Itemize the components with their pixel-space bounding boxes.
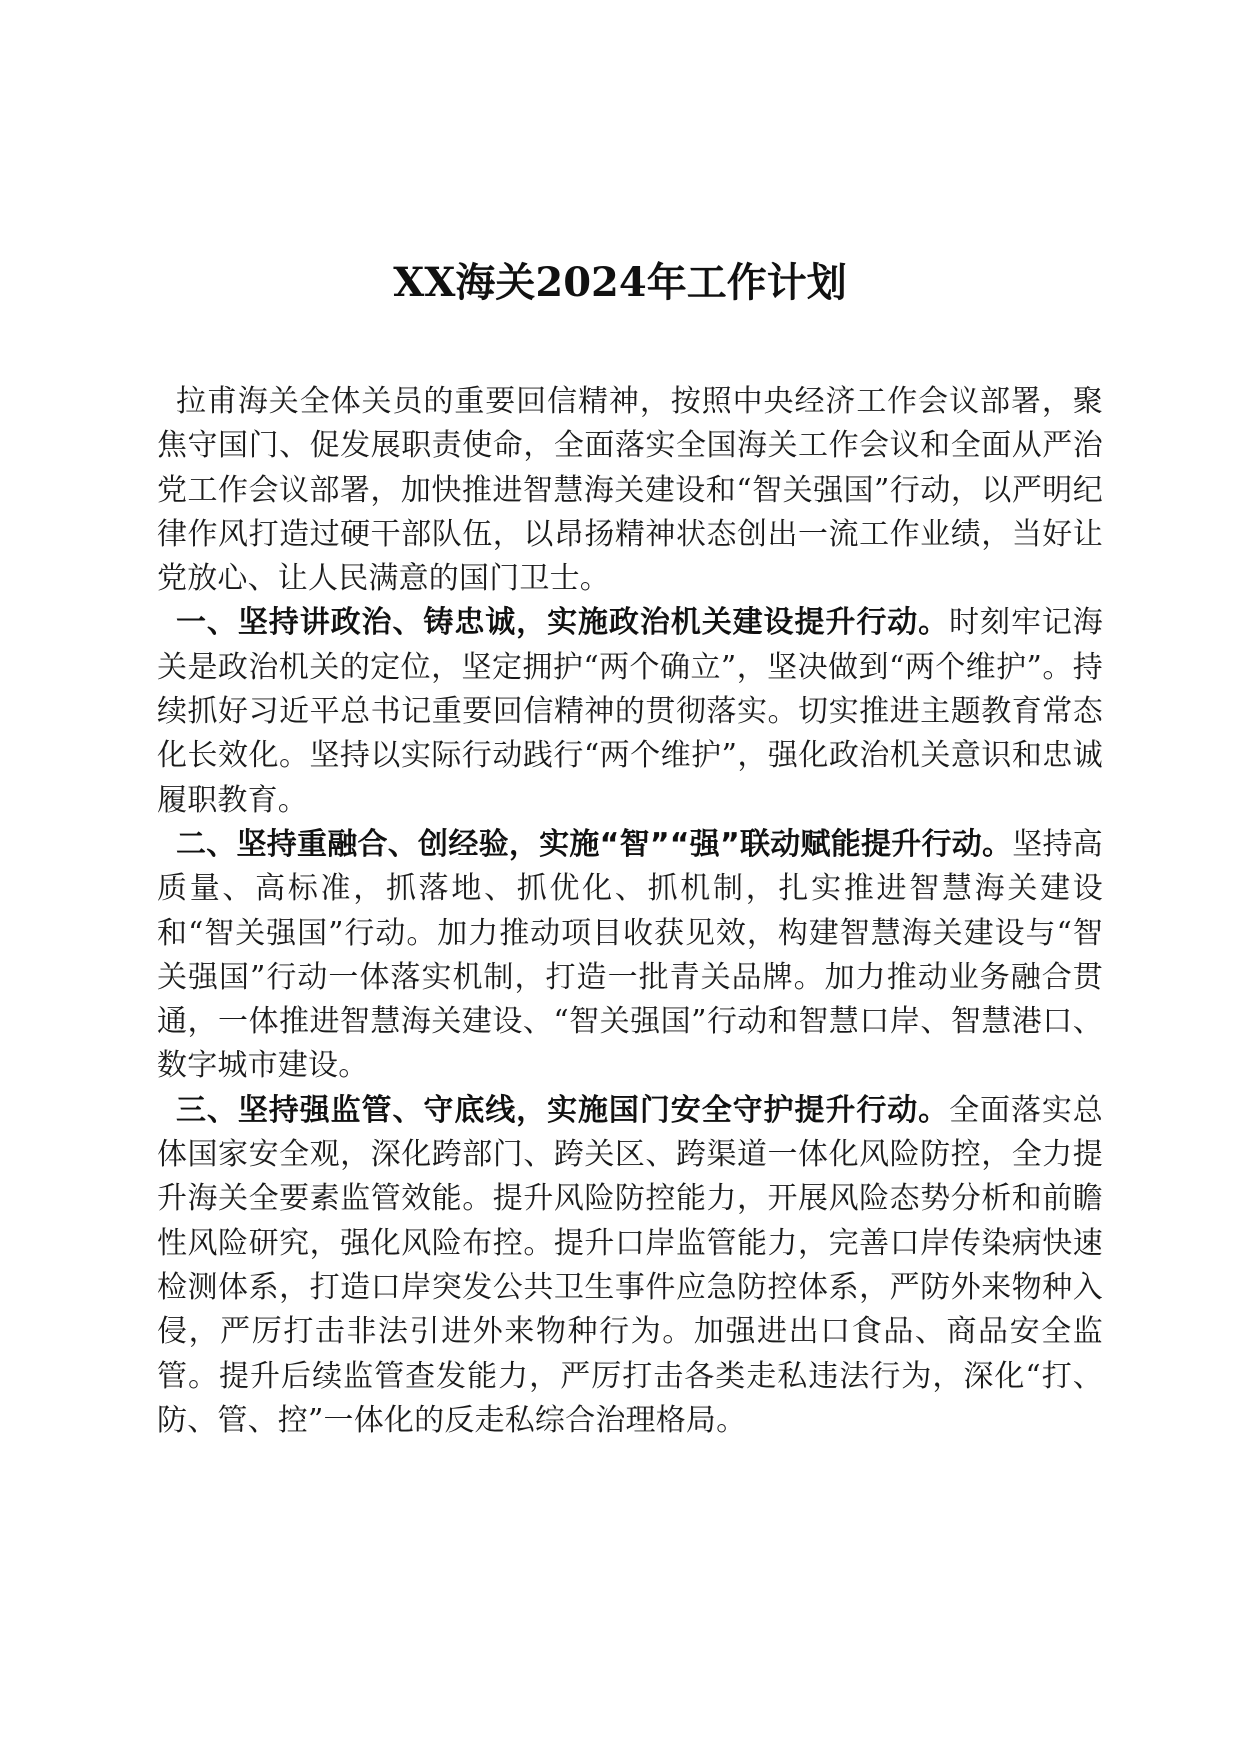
document-body — [157, 380, 1103, 1443]
section-paragraph-3 — [157, 1089, 1103, 1443]
section-heading-2: 二、坚持重融合、创经验，实施“智”“强”联动赋能提升行动。 — [176, 826, 1013, 862]
section-text-3: 全面落实总体国家安全观，深化跨部门、跨关区、跨渠道一体化风险防控，全力提升海关全要素监管效能。提升风险防控能力，开展风险态势分析和前瞻性风险研究，强化风险布控。提升口岸监管能力，完善口岸传染病快速检测体系，打造口岸突发公共卫生事件应急防控体系，严防外来物种入侵，严厉打击非法引进外来物种行为。加强进出口食品、商品安全监管。提升后续监管查发能力，严厉打击各类走私违法行为，深化“打、防、管、控”一体化的反走私综合治理格局。 — [157, 1092, 1104, 1438]
intro-paragraph: 拉甫海关全体关员的重要回信精神，按照中央经济工作会议部署，聚焦守国门、促发展职责使命，全面落实全国海关工作会议和全面从严治党工作会议部署，加快推进智慧海关建设和“智关强国”行动，以严明纪律作风打造过硬干部队伍，以昂扬精神状态创出一流工作业绩，当好让党放心、让人民满意的国门卫士。 — [157, 384, 1103, 597]
section-paragraph-2 — [157, 823, 1103, 1089]
section-text-2: 坚持高质量、高标准，抓落地、抓优化、抓机制，扎实推进智慧海关建设和“智关强国”行动。加力推动项目收获见效，构建智慧海关建设与“智关强国”行动一体落实机制，打造一批青关品牌。加力推动业务融合贯通，一体推进智慧海关建设、“智关强国”行动和智慧口岸、智慧港口、数字城市建设。 — [157, 826, 1103, 1084]
section-heading-1: 一、坚持讲政治、铸忠诚，实施政治机关建设提升行动。 — [176, 605, 950, 641]
section-heading-3: 三、坚持强监管、守底线，实施国门安全守护提升行动。 — [176, 1092, 950, 1128]
document-title: XX海关2024年工作计划 — [393, 259, 847, 306]
section-text-1: 时刻牢记海关是政治机关的定位，坚定拥护“两个确立”，坚决做到“两个维护”。持续抓好习近平总书记重要回信精神的贯彻落实。切实推进主题教育常态化长效化。坚持以实际行动践行“两个维护”，强化政治机关意识和忠诚履职教育。 — [157, 605, 1104, 818]
section-paragraph-1 — [157, 601, 1103, 822]
